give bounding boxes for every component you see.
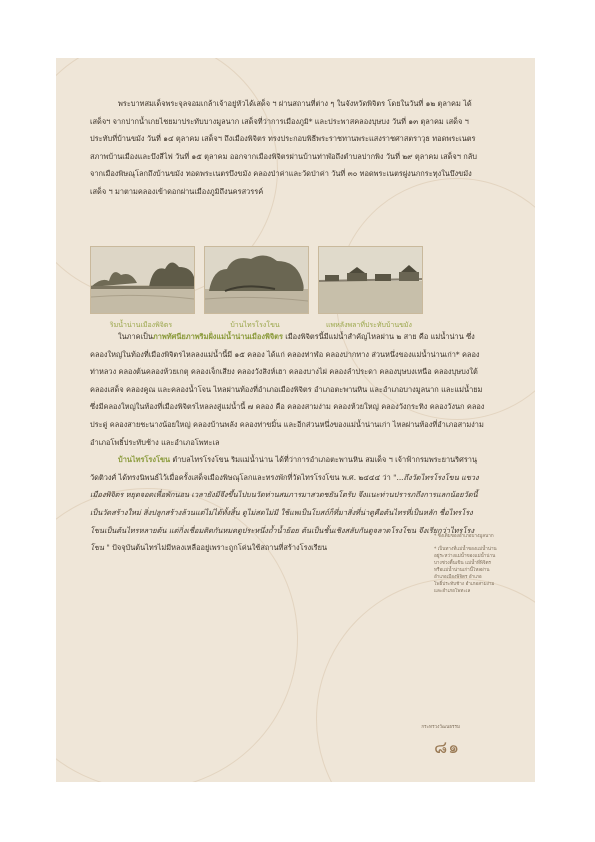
side-notes bbox=[434, 533, 498, 601]
paragraph-2-lead: ในภาคเป็น bbox=[118, 332, 153, 341]
paragraph-3-quote: ...ถึงวัดไทรโรงโขน แขวงเมืองพิจิตร หยุดจอดเพื่อพักนอน เวลายังมีจึงขึ้นไปบนวัดท่านสมภารมาสวดชยันโตรับ จึงแนะท่านปรารภถึงการแลกน้อยวัดนี้เป็นวัดสร้างใหม่ สิ่งปลูกสร้างล้วนแต่ไม่ได้ทั้งสิ้น ดูไม่สดไม่มี ใช้แพเป็นโบสถ์ก็ที่มาสิ่งที่น่าดูคือต้นไทรที่เป็นหลัก ชื่อไทรโรงโขนเป็นต้นไทรหลายต้น แต่กิ่งเชื่อมติดกันหมดดูประหนึ่งถ้ำน้ำย้อย ต้นเป็นชั้นเชิงสลับกันดูจลาดโรงโขน จึงเรียกว่าไทรโรงโขน bbox=[90, 472, 479, 553]
body-paragraphs bbox=[90, 328, 485, 557]
intro-paragraph-block bbox=[90, 95, 485, 201]
paragraph-2-body: เมืองพิจิตรนี้มีแม่น้ำสำคัญไหลผ่าน ๒ สาย คือ แม่น้ำน่าน ซึ่งคลองใหญ่ในท้องที่เมืองพิจิตรไหลลงแม่น้ำนี้มี ๑๕ คลอง ได้แก่ คลองท่าฬ่อ คลองปากทาง ส่วนหนึ่งของแม่น้ำน่านเก่า* คลองท่าหลวง คลองต้นคลองห้วยเกตุ คลองเจ็กเสียง คลองวังสิงห์เฮา คลองบางไผ่ คลองลำประดา คลองบุษบงเหนือ คลองบุษบงใต้ คลองเสด็จ คลองคูณ และคลองน้ำโจน ไหลผ่านท้องที่อำเภอเมืองพิจิตร อำเภอตะพานหิน และอำเภอบางมูลนาก และแม่น้ำยม ซึ่งมีคลองใหญ่ในท้องที่เมืองพิจิตรไหลลงสู่แม่น้ำนี้ ๗ คลอง คือ คลองสามง่าม คลองห้วยใหญ่ คลองวังกระทิง คลองวังนก คลองประดู่ คลองสายชะนางน้อยใหญ่ คลองบ้านพลัง คลองท่าขมิ้น และอีกส่วนหนึ่งของแม่น้ำน่านเก่า ไหลผ่านท้องที่อำเภอสามง่าม อำเภอโพธิ์ประทับช้าง และอำเภอโพทะเล bbox=[90, 332, 485, 447]
caption-photo-1: ริมน้ำน่านเมืองพิจิตร bbox=[109, 321, 173, 329]
footer-band: กระทรวงวัฒนธรรม bbox=[421, 725, 460, 730]
document-page bbox=[56, 58, 535, 782]
paragraph-3-body-2: " ปัจจุบันต้นไทรไม่มีหลงเหลืออยู่เพราะถูกโค่นใช้สถานที่สร้างโรงเรียน bbox=[104, 543, 328, 553]
paragraph-2 bbox=[90, 328, 485, 451]
paragraph-3 bbox=[90, 451, 485, 557]
page-number: ๘๑ bbox=[434, 738, 460, 758]
paragraph-2-highlight: ภาพทัศนียภาพริมฝั่งแม่น้ำน่านเมืองพิจิตร bbox=[152, 332, 283, 341]
paragraph-1: พระบาทสมเด็จพระจุลจอมเกล้าเจ้าอยู่หัวได้เสด็จ ฯ ผ่านสถานที่ต่าง ๆ ในจังหวัดพิจิตร โดยในวันที่ ๑๒ ตุลาคม ได้เสด็จฯ จากปากน้ำเกยไชยมาประทับบางมูลนาก เสด็จที่ว่าการเมืองภูมิ* และประพาสคลองบุษบง วันที่ ๑๓ ตุลาคม เสด็จ ฯ ประทับที่บ้านขมัง วันที่ ๑๔ ตุลาคม เสด็จฯ ถึงเมืองพิจิตร ทรงประกอบพิธีพระราชทานพระแสงราชศาสตราวุธ ทอดพระเนตรสภาพบ้านเมืองและบึงสีไฟ วันที่ ๑๕ ตุลาคม ออกจากเมืองพิจิตรผ่านบ้านท่าฬ่อถึงตำบลปากพิง วันที่ ๒๙ ตุลาคม เสด็จฯ กลับจากเมืองพิษณุโลกถึงบ้านขมัง ทอดพระเนตรบึงขมัง คลองป่าค่าและวัดป่าค่า วันที่ ๓๐ ทอดพระเนตรฝูงนกกระทุงในบึงขมัง เสด็จ ฯ มาตามคลองเข้าดอกผ่านเมืองภูมิถึงนครสวรรค์ bbox=[90, 99, 477, 196]
caption-photo-2: บ้านไทรโรงโขน bbox=[230, 321, 280, 329]
caption-photo-3: แพหลังพลาที่ประทับบ้านขมัง bbox=[326, 321, 412, 329]
side-note-2: * เป็นทางที่แม่น้ำของแม่น้ำน่านอยู่ระหว่างแม่น้ำของแม่น้ำน่าน บางช่วงตื้นเขิน แม่น้ำที่พิจิตรหรือแม่น้ำน่านเก่านี้ไหลผ่านอำเภอเมืองพิจิตร อำเภอโพธิ์ประทับช้าง อำเภอสามง่ามและอำเภอโพทะเล bbox=[434, 547, 497, 594]
paragraph-3-body-1: ตำบลไทรโรงโขน ริมแม่น้ำน่าน ได้ที่ว่าการอำเภอตะพานหิน สมเด็จ ฯ เจ้าฟ้ากรมพระยานริศรานุวัดติวงศ์ ได้ทรงนิพนธ์ไว้เมื่อครั้งเสด็จเมืองพิษณุโลกและทรงพักที่วัดไทรโรงโขน พ.ศ. ๒๔๔๔ ว่า " bbox=[90, 455, 478, 482]
side-note-1: * ซึ่งเดิมของอำเภอบางมูลนาก bbox=[434, 534, 494, 539]
photo-nan-riverside bbox=[90, 246, 195, 314]
photo-khamang-raft bbox=[318, 246, 423, 314]
paragraph-3-highlight: บ้านไทรโรงโขน bbox=[118, 455, 171, 465]
photo-sai-rong-khon bbox=[204, 246, 309, 314]
